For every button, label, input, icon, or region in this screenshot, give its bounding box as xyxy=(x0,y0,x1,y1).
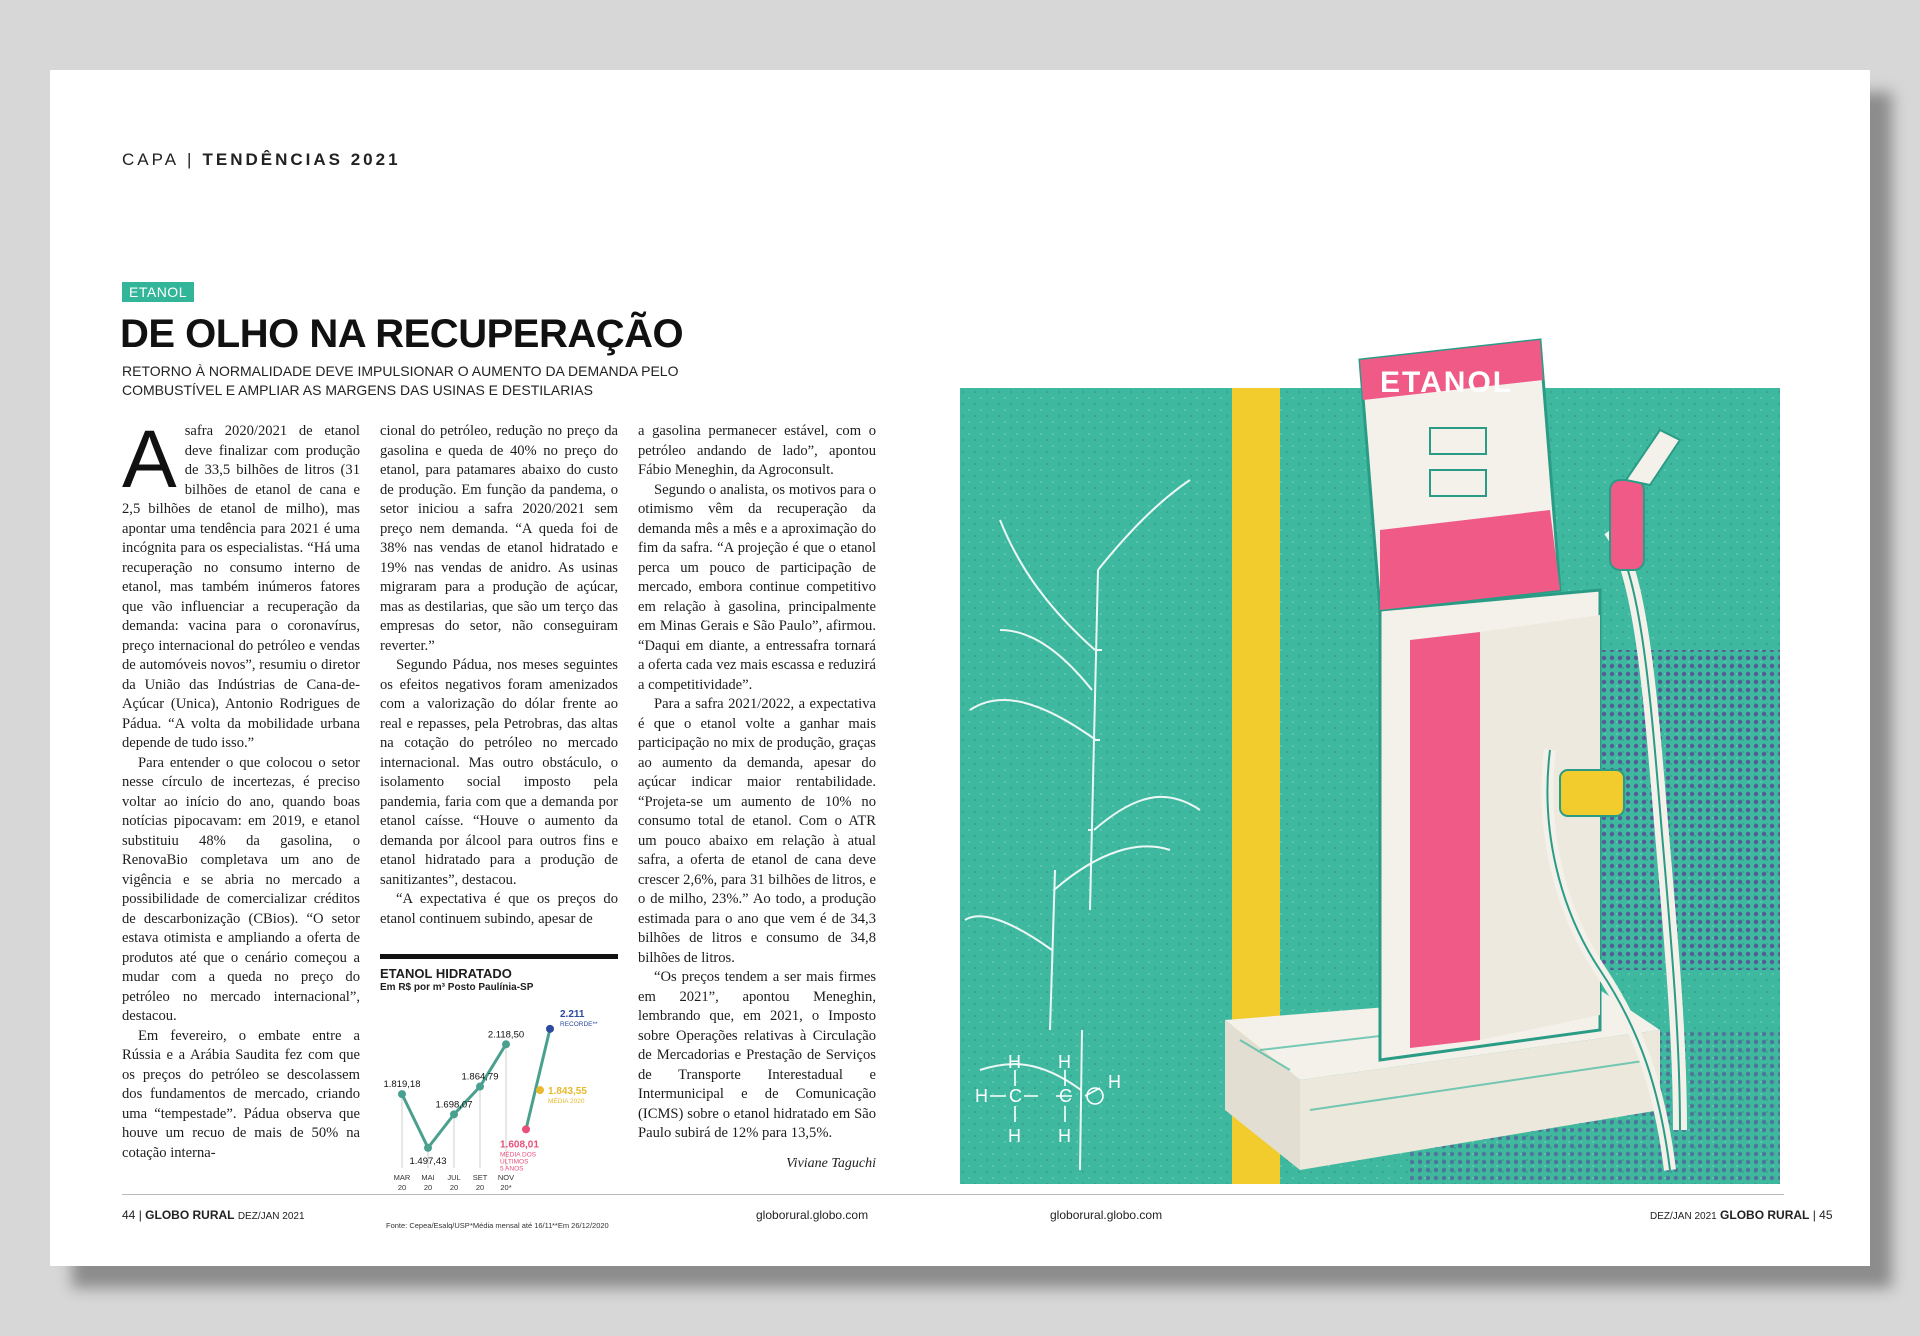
article-column-2 xyxy=(380,422,618,988)
paragraph: Segundo o analista, os motivos para o otimismo vêm da recuperação da demanda mês a mês e a aproximação do fim da safra. “A projeção é que o etanol perca um pouco de participação de mercado, embora continue competitivo em relação à gasolina, principalmente em Minas Gerais e São Paulo”, afirmou. “Daqui em diante, a entressafra tornará a oferta cada vez mais escassa e reduzirá a competitividade”. xyxy=(638,481,876,693)
svg-text:H: H xyxy=(1058,1126,1071,1146)
chart-plot xyxy=(380,994,618,1234)
svg-text:C: C xyxy=(1059,1086,1072,1106)
chart-tick-label: 20 xyxy=(475,1183,485,1192)
chart-tick-label: SET xyxy=(472,1173,488,1182)
article-column-3 xyxy=(638,422,876,1180)
svg-text:C: C xyxy=(1009,1086,1022,1106)
drop-cap: A xyxy=(122,422,177,505)
section-topic: TENDÊNCIAS 2021 xyxy=(202,150,401,169)
chart-note: **Em 26/12/2020 xyxy=(552,1221,609,1230)
chart-reference-point xyxy=(522,1125,530,1133)
article-column-1 xyxy=(122,422,360,1246)
chart-reference-point xyxy=(546,1025,554,1033)
svg-text:H: H xyxy=(1108,1072,1121,1092)
deck: RETORNO À NORMALIDADE DEVE IMPULSIONAR O AUMENTO DA DEMANDA PELO COMBUSTÍVEL E AMPLIAR AS MARGENS DAS USINAS E DESTILARIAS xyxy=(122,363,679,398)
svg-text:H: H xyxy=(1008,1052,1021,1072)
magazine-spread xyxy=(50,70,1870,1266)
chart-tick-label: MAR xyxy=(393,1173,411,1182)
chart-point xyxy=(502,1040,510,1048)
chart-data-label: 2.118,50 xyxy=(487,1029,525,1041)
chart-source: Fonte: Cepea/Esalq/USP xyxy=(386,1221,470,1230)
issue-date-right: DEZ/JAN 2021 xyxy=(1650,1211,1717,1222)
chart-data-label: 1.819,18 xyxy=(383,1079,421,1091)
chart-reference-value: 1.843,55 xyxy=(548,1086,587,1098)
chart-point xyxy=(424,1144,432,1152)
chart-data-label: 1.864,79 xyxy=(461,1071,499,1083)
paragraph: “A expectativa é que os preços do etanol continuem subindo, apesar de xyxy=(380,891,618,927)
paragraph: safra 2020/2021 de etanol deve finalizar com produção de 33,5 bilhões de litros (31 bilhões de etanol de cana e 2,5 bilhões de etanol de milho), mas apontar uma tendência para 2021 é uma incógnita para os especialistas. “Há uma recuperação no consumo interno de etanol, mas também inúmeros fatores que vão influenciar a recuperação da demanda: vacina para o coronavírus, preço internacional do petróleo e vendas de automóveis novos”, resumiu o diretor da União das Indústrias de Cana-de-Açúcar (Unica), Antonio Rodrigues de Pádua. “A volta da mobilidade urbana depende de tudo isso.” xyxy=(122,423,360,751)
chart-data-label: 1.497,43 xyxy=(409,1155,447,1167)
chart-tick-label: MAI xyxy=(421,1173,435,1182)
chart-reference-name: ÚLTIMOS xyxy=(500,1158,529,1166)
svg-text:H: H xyxy=(1008,1126,1021,1146)
dot-texture-right xyxy=(1600,650,1780,970)
svg-text:H: H xyxy=(975,1086,988,1106)
section-label xyxy=(122,150,401,170)
page-number-right: 45 xyxy=(1819,1208,1833,1222)
chart-reference-name: 5 ANOS xyxy=(500,1165,524,1173)
footer-url-left: globorural.globo.com xyxy=(756,1208,869,1222)
chart-title: ETANOL HIDRATADO xyxy=(380,966,512,981)
chart-data-label: 1.698,07 xyxy=(435,1099,473,1111)
chart-point xyxy=(398,1090,406,1098)
fuel-pump-illustration xyxy=(960,270,1780,1184)
paragraph: Segundo Pádua, nos meses seguintes os efeitos negativos foram amenizados com a valorização do dólar frente ao real e repasses, pela Petrobras, das altas na cotação do petróleo no mercado internacional. Mas outro obstáculo, o isolamento social imposto pela pandemia, faria com que a demanda por etanol caísse. “Houve o aumento da demanda por álcool para outros fins e etanol hidratado para a produção de sanitizantes”, destacou. xyxy=(380,657,618,888)
issue-date-left: DEZ/JAN 2021 xyxy=(237,1211,305,1222)
chart-top-rule xyxy=(380,954,618,959)
chart-reference-name: MÉDIA DOS xyxy=(500,1151,537,1159)
topic-tag: ETANOL xyxy=(122,282,194,302)
magazine-name-left: GLOBO RURAL xyxy=(145,1208,235,1222)
paragraph: Para a safra 2021/2022, a expectativa é que o etanol volte a ganhar mais participação no mix de produção, graças ao aumento da demanda, apesar do açúcar indicar maior rentabilidade. “Projeta-se um aumento de 10% no consumo total de etanol. Com o ATR um pouco abaixo em relação à atual safra, a oferta de etanol de cana deve crescer 2,6%, para 31 bilhões de litros, e o de milho, 23%.” Ao todo, a produção estimada para o ano que vem é de 34,3 bilhões de litros e consumo de 34,8 bilhões de litros. xyxy=(638,696,876,966)
paragraph: a gasolina permanecer estável, com o petróleo andando de lado”, apontou Fábio Meneghin, da Agroconsult. xyxy=(638,423,876,478)
chart-tick-label: 20 xyxy=(397,1183,407,1192)
footer-rule xyxy=(122,1194,1784,1195)
section-separator: | xyxy=(187,150,195,169)
chart-reference-name: MÉDIA 2020 xyxy=(548,1098,585,1106)
headline: DE OLHO NA RECUPERAÇÃO xyxy=(120,312,684,356)
section-name: CAPA xyxy=(122,150,180,169)
pump-label: ETANOL xyxy=(1380,366,1514,399)
paragraph: cional do petróleo, redução no preço da gasolina e queda de 40% no preço do etanol, para patamares abaixo do custo de produção. Em função da pandema, o setor iniciou a safra 2020/2021 sem preço nem demanda. “A queda foi de 38% nas vendas de etanol hidratado e 19% nas vendas de anidro. As usinas migraram para a produção de açúcar, mas as destilarias, que são um terço das empresas do setor, não conseguiram reverter.” xyxy=(380,423,618,654)
chart-point xyxy=(476,1083,484,1091)
paragraph: Para entender o que colocou o setor nesse círculo de incertezas, é preciso voltar ao início do ano, quando boas notícias pipocavam: em 2019, e etanol substituiu 48% da gasolina, o RenovaBio completava um ano de vigência e se abria no mercado a possibilidade de comercializar créditos de descarbonização (CBios). “O setor estava otimista e ampliando a oferta de produtos até que o cenário começou a mudar com a queda no preço do petróleo no mercado internacional”, destacou. xyxy=(122,754,360,1024)
chart-tick-label: 20* xyxy=(500,1183,512,1192)
price-chart xyxy=(380,954,618,1250)
chart-subtitle: Em R$ por m³ Posto Paulínia-SP xyxy=(380,982,534,993)
chart-tick-label: 20 xyxy=(449,1183,459,1192)
chart-reference-value: 1.608,01 xyxy=(500,1139,539,1151)
chart-reference-point xyxy=(536,1086,544,1094)
chart-tick-label: NOV xyxy=(497,1173,515,1182)
chart-tick-label: JUL xyxy=(447,1173,461,1182)
page-number-left: 44 xyxy=(122,1208,136,1222)
magazine-name-right: GLOBO RURAL xyxy=(1720,1208,1810,1222)
footer-right: DEZ/JAN 2021 GLOBO RURAL | 45 xyxy=(1650,1208,1833,1222)
chart-note: *Média mensal até 16/11 xyxy=(470,1221,553,1230)
footer-url-right: globorural.globo.com xyxy=(1050,1208,1163,1222)
chart-reference-name: RECORDE** xyxy=(560,1020,598,1028)
paragraph: “Os preços tendem a ser mais firmes em 2021”, apontou Meneghin, lembrando que, em 2021, o Imposto sobre Operações relativas à Circulação de Mercadorias e Prestação de Serviços de Transporte Interestadual e Intermunicipal e de Comunicação (ICMS) sobre o etanol hidratado em São Paulo subirá de 12% para 13,5%. xyxy=(638,969,876,1141)
svg-text:H: H xyxy=(1058,1052,1071,1072)
chart-trend-line xyxy=(526,1029,550,1129)
byline: Viviane Taguchi xyxy=(786,1156,876,1171)
footer-left: 44 | GLOBO RURAL DEZ/JAN 2021 xyxy=(122,1208,305,1222)
chart-reference-value: 2.211 xyxy=(560,1008,585,1020)
chart-tick-label: 20 xyxy=(423,1183,433,1192)
chart-point xyxy=(450,1110,458,1118)
paragraph: Em fevereiro, o embate entre a Rússia e a Arábia Saudita fez com que os preços do petróleo se descolassem dos fundamentos de mercado, criando uma “tempestade”. Pádua observa que houve um recuo de mais de 50% na cotação interna- xyxy=(122,1027,360,1161)
